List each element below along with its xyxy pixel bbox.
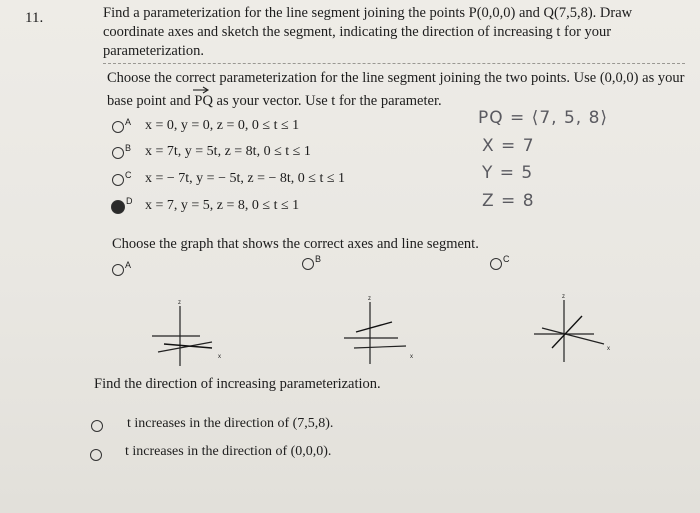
- problem-statement-line-3: parameterization.: [103, 43, 205, 59]
- handwritten-note-vector: PQ = ⟨7, 5, 8⟩: [478, 108, 609, 128]
- graph-option-letter-b: B: [315, 254, 322, 264]
- direction-option-text-1: t increases in the direction of (7,5,8).: [127, 416, 334, 431]
- part3-question: Find the direction of increasing parameterization.: [94, 376, 381, 392]
- graph-b-axes: [334, 292, 434, 372]
- radio-button-d-selected[interactable]: [111, 200, 125, 214]
- option-text-a: x = 0, y = 0, z = 0, 0 ≤ t ≤ 1: [145, 118, 300, 133]
- problem-statement-line-1: Find a parameterization for the line segment joining the points P(0,0,0) and Q(7,5,8). Draw: [103, 5, 633, 21]
- graph-c-x-axis: [542, 328, 604, 344]
- problem-statement-line-2: coordinate axes and sketch the segment, indicating the direction of increasing t for your: [103, 24, 612, 40]
- graph-option-letter-c: C: [503, 254, 510, 264]
- radio-button-a[interactable]: [112, 121, 124, 133]
- part2-question: Choose the graph that shows the correct axes and line segment.: [112, 236, 479, 252]
- handwritten-note-y: Y = 5: [482, 163, 534, 183]
- graph-option-letter-a: A: [125, 260, 132, 270]
- direction-radio-1[interactable]: [91, 420, 103, 432]
- radio-button-c[interactable]: [112, 174, 124, 186]
- graph-b-x-label: x: [410, 354, 413, 360]
- option-letter-b: B: [125, 143, 132, 153]
- graph-c-axes: [528, 290, 628, 370]
- part1-question-line-1: Choose the correct parameterization for the line segment joining the two points. Use (0,0,0) as your: [107, 70, 685, 86]
- direction-radio-2[interactable]: [90, 449, 102, 461]
- graph-c-x-label: x: [607, 346, 610, 352]
- direction-option-text-2: t increases in the direction of (0,0,0).: [125, 444, 332, 459]
- option-letter-d: D: [126, 196, 133, 206]
- vector-arrow-icon: [192, 86, 210, 94]
- graph-a-segment: [164, 344, 212, 348]
- graph-radio-b[interactable]: [302, 258, 314, 270]
- graph-a-axes: [138, 296, 238, 376]
- option-text-b: x = 7t, y = 5t, z = 8t, 0 ≤ t ≤ 1: [145, 144, 311, 159]
- graph-radio-c[interactable]: [490, 258, 502, 270]
- section-divider: [103, 63, 685, 64]
- graph-b-segment: [356, 322, 392, 332]
- graph-radio-a[interactable]: [112, 264, 124, 276]
- graph-a-z-label: z: [178, 300, 181, 306]
- graph-b-x-axis: [354, 346, 406, 348]
- problem-number: 11.: [25, 10, 44, 26]
- option-letter-c: C: [125, 170, 132, 180]
- handwritten-note-x: X = 7: [482, 136, 535, 156]
- graph-b-z-label: z: [368, 296, 371, 302]
- radio-button-b[interactable]: [112, 147, 124, 159]
- part1-question-line-2: base point and PQ as your vector. Use t for the parameter.: [107, 93, 442, 109]
- option-text-d: x = 7, y = 5, z = 8, 0 ≤ t ≤ 1: [145, 198, 300, 213]
- option-text-c: x = − 7t, y = − 5t, z = − 8t, 0 ≤ t ≤ 1: [145, 171, 346, 186]
- handwritten-note-z: Z = 8: [482, 191, 535, 211]
- graph-a-x-label: x: [218, 354, 221, 360]
- graph-c-z-label: z: [562, 294, 565, 300]
- option-letter-a: A: [125, 117, 132, 127]
